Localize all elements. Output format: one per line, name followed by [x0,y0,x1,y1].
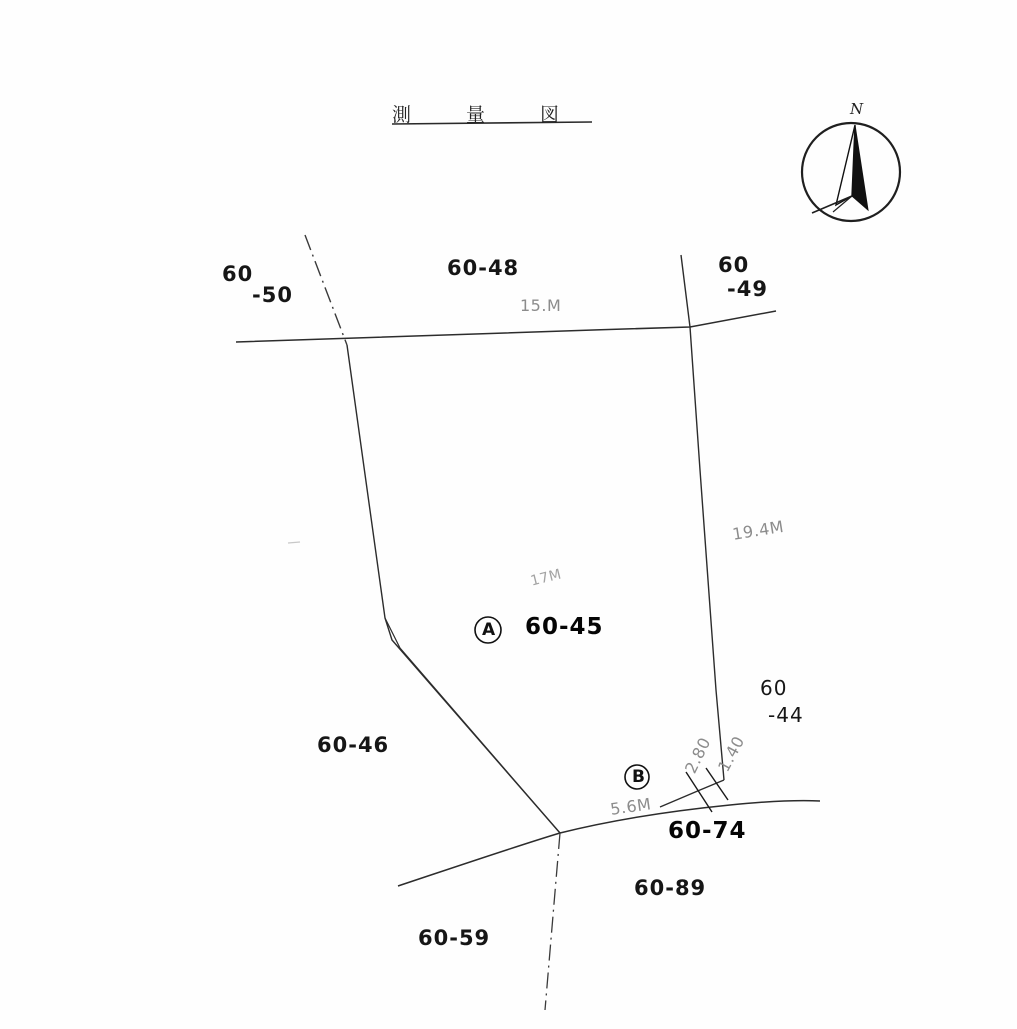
marker-b-label: B [632,767,646,787]
page-title: 測 量 図 [392,104,578,126]
dimension-diagonal-a-label: 2.80 [681,734,715,777]
parcel-label-60-44-line2: -44 [768,703,804,727]
parcel-label-60-74: 60-74 [668,818,747,844]
parcel-label-60-49-line2: -49 [727,277,768,301]
boundary-bottom-dashdot [545,833,560,1010]
parcel-label-60-49-line1: 60 [718,253,750,277]
tick-b-1 [686,772,712,812]
dimension-right-label: 19.4M [731,516,786,544]
dimension-center-label: 17M [529,566,564,590]
dimension-diagonal-b-label: 1.40 [714,732,749,775]
dimension-top-label: 15.M [520,296,562,315]
boundary-bottom-road [398,801,820,886]
parcel-label-60-50-line2: -50 [252,283,293,307]
parcel-label-60-48: 60-48 [447,256,520,280]
dimension-bottom-label: 5.6M [609,794,653,819]
parcel-label-60-50-line1: 60 [222,262,254,286]
tick-b-2 [706,768,728,800]
boundary-b-to-corner [660,780,724,807]
parcel-label-60-89: 60-89 [634,876,707,900]
parcel-label-60-44-line1: 60 [760,676,788,700]
compass-north-label: N [850,100,865,118]
stray-mark [288,542,300,543]
boundary-left-45-jog [385,618,560,833]
compass-rose [802,123,900,221]
boundary-left-dashdot [305,235,347,345]
parcel-label-60-46: 60-46 [317,733,390,757]
parcel-label-60-59: 60-59 [418,926,491,950]
marker-a-label: A [482,620,497,640]
parcel-label-60-45: 60-45 [525,614,604,640]
boundary-left-45 [347,345,560,833]
boundary-right-45 [681,255,724,780]
boundary-top [236,311,776,342]
